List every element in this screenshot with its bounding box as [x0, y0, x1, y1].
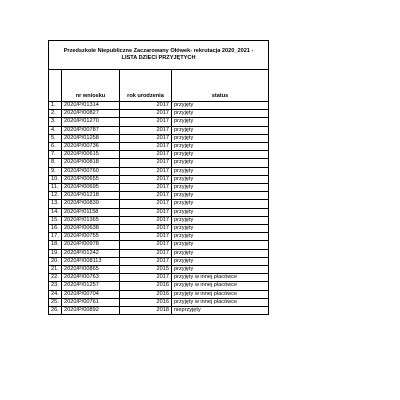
status-cell: przyjęty: [172, 159, 269, 167]
table-row: [49, 290, 269, 298]
row-number-cell: 11.: [49, 184, 62, 192]
row-number-cell: 4.: [49, 126, 62, 134]
column-header-status: status: [172, 70, 269, 102]
application-number-cell: 2020/P/01257: [62, 282, 120, 290]
birth-year-cell: 2017: [120, 126, 172, 134]
birth-year-cell: 2017: [120, 102, 172, 110]
status-cell: przyjęty w innej placówce: [172, 298, 269, 306]
table-row: [49, 257, 269, 265]
row-number-cell: 14.: [49, 208, 62, 216]
birth-year-cell: 2017: [120, 274, 172, 282]
application-number-cell: 2020/P/00736: [62, 143, 120, 151]
row-number-cell: 9.: [49, 167, 62, 175]
birth-year-cell: 2017: [120, 159, 172, 167]
birth-year-cell: 2015: [120, 266, 172, 274]
status-cell: przyjęty: [172, 184, 269, 192]
birth-year-cell: 2017: [120, 175, 172, 183]
birth-year-cell: 2017: [120, 184, 172, 192]
table-row: [49, 282, 269, 290]
row-number-cell: 17.: [49, 233, 62, 241]
table-title: [49, 41, 269, 70]
status-cell: przyjęty: [172, 257, 269, 265]
birth-year-cell: 2017: [120, 225, 172, 233]
application-number-cell: 2020/P/00827: [62, 110, 120, 118]
admission-table: [48, 40, 269, 315]
table-row: [49, 134, 269, 142]
application-number-cell: 2020/P/00704: [62, 290, 120, 298]
row-number-cell: 13.: [49, 200, 62, 208]
table-row: [49, 200, 269, 208]
row-number-cell: 20.: [49, 257, 62, 265]
status-cell: przyjęty: [172, 118, 269, 126]
status-cell: przyjęty: [172, 266, 269, 274]
table-row: [49, 233, 269, 241]
row-number-cell: 12.: [49, 192, 62, 200]
row-number-cell: 15.: [49, 216, 62, 224]
table-row: [49, 143, 269, 151]
application-number-cell: 2020/P/00839: [62, 200, 120, 208]
table-row: [49, 110, 269, 118]
status-cell: przyjęty: [172, 167, 269, 175]
row-number-cell: 3.: [49, 118, 62, 126]
application-number-cell: 2020/P/00755: [62, 233, 120, 241]
table-row: [49, 175, 269, 183]
status-cell: przyjęty: [172, 102, 269, 110]
table-row: [49, 266, 269, 274]
row-number-cell: 16.: [49, 225, 62, 233]
title-line-1: Przedszkole Niepubliczne Zaczarowany Ołówek- rekrutacja 2020_2021 -: [63, 48, 254, 54]
application-number-cell: 2020/P/00787: [62, 126, 120, 134]
birth-year-cell: 2016: [120, 290, 172, 298]
row-number-cell: 25.: [49, 298, 62, 306]
table-row: [49, 118, 269, 126]
row-number-cell: 19.: [49, 249, 62, 257]
status-cell: przyjęty w innej placówce: [172, 282, 269, 290]
application-number-cell: 2020/P/00818: [62, 159, 120, 167]
birth-year-cell: 2017: [120, 134, 172, 142]
row-number-cell: 6.: [49, 143, 62, 151]
row-number-cell: 21.: [49, 266, 62, 274]
table-row: [49, 225, 269, 233]
birth-year-cell: 2017: [120, 151, 172, 159]
birth-year-cell: 2017: [120, 257, 172, 265]
table-row: [49, 151, 269, 159]
status-cell: przyjęty: [172, 216, 269, 224]
application-number-cell: 2020/P/01158: [62, 208, 120, 216]
row-number-cell: 24.: [49, 290, 62, 298]
application-number-cell: 2020/P/01270: [62, 118, 120, 126]
birth-year-cell: 2017: [120, 216, 172, 224]
birth-year-cell: 2016: [120, 298, 172, 306]
birth-year-cell: 2018: [120, 307, 172, 315]
row-number-cell: 7.: [49, 151, 62, 159]
table-row: [49, 307, 269, 315]
birth-year-cell: 2017: [120, 241, 172, 249]
table-row: [49, 102, 269, 110]
table-row: [49, 241, 269, 249]
row-number-cell: 1.: [49, 102, 62, 110]
column-header-lp: [49, 70, 62, 102]
status-cell: przyjęty: [172, 192, 269, 200]
application-number-cell: 2020/P/00892: [62, 307, 120, 315]
column-header-birth-year: rok urodzenia: [120, 70, 172, 102]
status-cell: przyjęty: [172, 225, 269, 233]
application-number-cell: 2020/P/00638: [62, 225, 120, 233]
table-row: [49, 184, 269, 192]
birth-year-cell: 2016: [120, 282, 172, 290]
birth-year-cell: 2017: [120, 110, 172, 118]
status-cell: przyjęty: [172, 134, 269, 142]
table-row: [49, 192, 269, 200]
application-number-cell: 2020/P/00763: [62, 274, 120, 282]
application-number-cell: 2020/P/01218: [62, 192, 120, 200]
status-cell: przyjęty: [172, 143, 269, 151]
birth-year-cell: 2017: [120, 233, 172, 241]
row-number-cell: 18.: [49, 241, 62, 249]
status-cell: przyjęty: [172, 151, 269, 159]
table-row: [49, 249, 269, 257]
status-cell: przyjęty: [172, 233, 269, 241]
row-number-cell: 2.: [49, 110, 62, 118]
table-row: [49, 208, 269, 216]
birth-year-cell: 2017: [120, 192, 172, 200]
status-cell: przyjęty: [172, 175, 269, 183]
table-body: [49, 102, 269, 315]
status-cell: przyjęty: [172, 208, 269, 216]
birth-year-cell: 2017: [120, 143, 172, 151]
row-number-cell: 23.: [49, 282, 62, 290]
title-line-2: LISTA DZIECI PRZYJĘTYCH: [121, 55, 196, 61]
birth-year-cell: 2017: [120, 167, 172, 175]
table-row: [49, 126, 269, 134]
application-number-cell: 2020/P/01258: [62, 134, 120, 142]
application-number-cell: 2020/P/01242: [62, 249, 120, 257]
application-number-cell: 2020/P/00655: [62, 175, 120, 183]
status-cell: przyjęty: [172, 200, 269, 208]
table-row: [49, 274, 269, 282]
birth-year-cell: 2017: [120, 208, 172, 216]
application-number-cell: 2020/P/00761: [62, 298, 120, 306]
status-cell: przyjęty: [172, 110, 269, 118]
row-number-cell: 8.: [49, 159, 62, 167]
status-cell: przyjęty w innej placówce: [172, 274, 269, 282]
application-number-cell: 2020/P/00615: [62, 151, 120, 159]
column-header-application-number: nr wniosku: [62, 70, 120, 102]
spreadsheet-document: [48, 40, 268, 315]
table-row: [49, 167, 269, 175]
application-number-cell: 2020/P/00978: [62, 241, 120, 249]
column-header-row: [49, 70, 269, 102]
row-number-cell: 26.: [49, 307, 62, 315]
table-row: [49, 216, 269, 224]
birth-year-cell: 2017: [120, 200, 172, 208]
birth-year-cell: 2017: [120, 249, 172, 257]
application-number-cell: 2020/P/00865: [62, 266, 120, 274]
status-cell: przyjęty: [172, 126, 269, 134]
status-cell: przyjęty: [172, 241, 269, 249]
application-number-cell: 2020/P/01365: [62, 216, 120, 224]
application-number-cell: 2020/P/008113: [62, 257, 120, 265]
table-row: [49, 298, 269, 306]
application-number-cell: 2020/P/01314: [62, 102, 120, 110]
status-cell: przyjęty w innej placówce: [172, 290, 269, 298]
row-number-cell: 5.: [49, 134, 62, 142]
application-number-cell: 2020/P/00760: [62, 167, 120, 175]
status-cell: przyjęty: [172, 249, 269, 257]
application-number-cell: 2020/P/00695: [62, 184, 120, 192]
table-row: [49, 159, 269, 167]
row-number-cell: 10.: [49, 175, 62, 183]
status-cell: nieprzyjęty: [172, 307, 269, 315]
row-number-cell: 22.: [49, 274, 62, 282]
birth-year-cell: 2017: [120, 118, 172, 126]
